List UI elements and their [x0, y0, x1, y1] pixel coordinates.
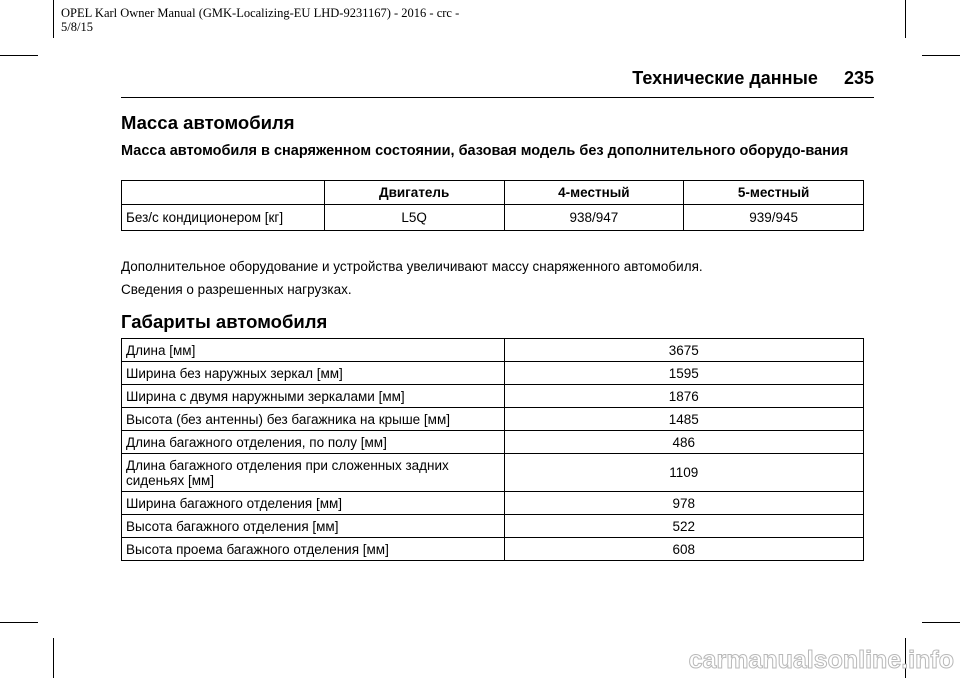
section-title: Технические данные — [632, 68, 818, 88]
print-slug — [61, 6, 459, 34]
header-rule — [121, 97, 874, 98]
dimension-label: Длина багажного отделения, по полу [мм] — [122, 431, 505, 454]
mass-table-row — [122, 205, 864, 231]
mass-table-cell: 938/947 — [504, 205, 684, 231]
dimension-label: Длина [мм] — [122, 339, 505, 362]
mass-table-header-cell: Двигатель — [324, 181, 504, 205]
dimensions-row — [122, 431, 864, 454]
crop-mark-top-right-vertical — [905, 0, 906, 38]
dimension-value: 1876 — [504, 385, 863, 408]
mass-table — [121, 180, 864, 231]
mass-table-cell: 939/945 — [684, 205, 864, 231]
mass-table-header-cell — [122, 181, 325, 205]
print-slug-line-1: OPEL Karl Owner Manual (GMK-Localizing-EU LHD-9231167) - 2016 - crc - — [61, 6, 460, 20]
dimension-label: Ширина с двумя наружными зеркалами [мм] — [122, 385, 505, 408]
running-head — [0, 67, 874, 89]
dimension-value: 1109 — [504, 454, 863, 492]
dimension-label: Высота багажного отделения [мм] — [122, 515, 505, 538]
dimension-label: Высота (без антенны) без багажника на крыше [мм] — [122, 408, 505, 431]
crop-mark-top-left-horizontal — [0, 55, 38, 56]
dimension-label: Высота проема багажного отделения [мм] — [122, 538, 505, 561]
dimensions-table — [121, 338, 864, 561]
dimension-value: 3675 — [504, 339, 863, 362]
dimensions-row — [122, 515, 864, 538]
dimensions-row — [122, 538, 864, 561]
mass-table-cell: L5Q — [324, 205, 504, 231]
mass-note-equipment: Дополнительное оборудование и устройства увеличивают массу снаряженного автомобиля. — [121, 259, 703, 274]
dimensions-row — [122, 454, 864, 492]
print-slug-line-2: 5/8/15 — [61, 20, 93, 34]
watermark — [666, 642, 956, 676]
mass-subheading: Масса автомобиля в снаряженном состоянии, базовая модель без дополнительного оборудо-вания — [121, 143, 849, 159]
dimensions-heading: Габариты автомобиля — [121, 311, 328, 332]
page-number: 235 — [843, 68, 874, 88]
crop-mark-top-right-horizontal — [922, 55, 960, 56]
dimensions-row — [122, 362, 864, 385]
mass-table-header-row — [122, 181, 864, 205]
dimension-label: Ширина без наружных зеркал [мм] — [122, 362, 505, 385]
dimensions-row — [122, 492, 864, 515]
dimension-label: Длина багажного отделения при сложенных задних сиденьях [мм] — [122, 454, 505, 492]
crop-mark-bottom-right-horizontal — [922, 622, 960, 623]
mass-table-header-cell: 5-местный — [684, 181, 864, 205]
dimension-value: 486 — [504, 431, 863, 454]
mass-table-header-cell: 4-местный — [504, 181, 684, 205]
dimension-value: 978 — [504, 492, 863, 515]
mass-table-cell: Без/с кондиционером [кг] — [122, 205, 325, 231]
mass-note-loads: Сведения о разрешенных нагрузках. — [121, 282, 352, 297]
mass-heading: Масса автомобиля — [121, 112, 295, 133]
dimensions-row — [122, 339, 864, 362]
dimensions-row — [122, 385, 864, 408]
dimensions-row — [122, 408, 864, 431]
dimension-value: 522 — [504, 515, 863, 538]
dimension-value: 1595 — [504, 362, 863, 385]
dimension-value: 1485 — [504, 408, 863, 431]
crop-mark-bottom-left-horizontal — [0, 622, 38, 623]
dimension-label: Ширина багажного отделения [мм] — [122, 492, 505, 515]
crop-mark-top-left-vertical — [53, 0, 54, 38]
watermark-text: carmanualsonline.info — [688, 646, 954, 674]
crop-mark-bottom-left-vertical — [53, 638, 54, 678]
dimension-value: 608 — [504, 538, 863, 561]
